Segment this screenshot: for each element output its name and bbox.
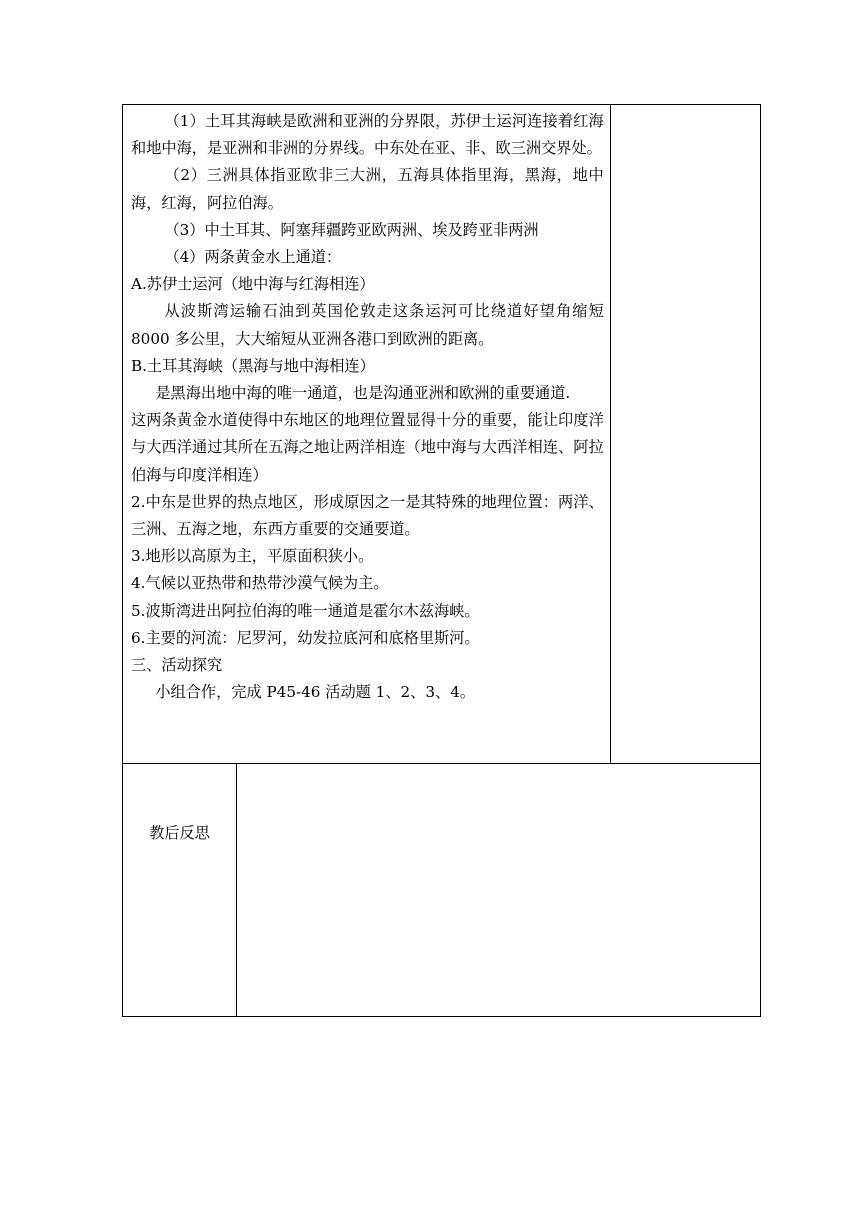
paragraph-13: 5.波斯湾进出阿拉伯海的唯一通道是霍尔木兹海峡。	[131, 601, 480, 620]
paragraph-1: （1）土耳其海峡是欧洲和亚洲的分界限，苏伊士运河连接着红海和地中海，是亚洲和非洲的分界线。中东处在亚、非、欧三洲交界处。	[131, 112, 604, 158]
paragraph-3: （3）中土耳其、阿塞拜疆跨亚欧两洲、埃及跨亚非两洲	[164, 220, 539, 239]
paragraph-10: 2.中东是世界的热点地区，形成原因之一是其特殊的地理位置：两洋、三洲、五海之地，东西方重要的交通要道。	[131, 492, 604, 539]
paragraph-6: 从波斯湾运输石油到英国伦敦走这条运河可比绕道好望角缩短 8000 多公里，大大缩短从亚洲各港口到欧洲的距离。	[131, 302, 604, 348]
lesson-content	[123, 105, 610, 706]
reflection-body-cell[interactable]	[237, 764, 761, 1017]
paragraph-14: 6.主要的河流：尼罗河，幼发拉底河和底格里斯河。	[131, 628, 480, 647]
content-row	[123, 105, 761, 764]
lesson-table	[122, 104, 761, 1017]
reflection-label-cell	[123, 764, 237, 1017]
paragraph-7: B.土耳其海峡（黑海与地中海相连）	[131, 356, 375, 375]
content-cell	[123, 105, 611, 764]
notes-cell	[610, 105, 760, 764]
paragraph-8: 是黑海出地中海的唯一通道，也是沟通亚洲和欧洲的重要通道.	[155, 384, 571, 403]
paragraph-16: 小组合作，完成 P45-46 活动题 1、2、3、4。	[155, 683, 476, 702]
section-heading-activity: 三、活动探究	[131, 656, 223, 675]
paragraph-11: 3.地形以高原为主，平原面积狭小。	[131, 547, 374, 566]
reflection-label: 教后反思	[149, 824, 210, 842]
paragraph-2: （2）三洲具体指亚欧非三大洲，五海具体指里海，黑海，地中海，红海，阿拉伯海。	[131, 166, 604, 212]
reflection-row	[123, 764, 761, 1017]
paragraph-9: 这两条黄金水道使得中东地区的地理位置显得十分的重要，能让印度洋与大西洋通过其所在五海之地让两洋相连（地中海与大西洋相连、阿拉伯海与印度洋相连）	[131, 411, 604, 484]
lesson-plan-sheet	[122, 104, 761, 1018]
paragraph-5: A.苏伊士运河（地中海与红海相连）	[131, 275, 375, 294]
paragraph-12: 4.气候以亚热带和热带沙漠气候为主。	[131, 574, 389, 593]
paragraph-4: （4）两条黄金水上通道：	[164, 248, 342, 267]
